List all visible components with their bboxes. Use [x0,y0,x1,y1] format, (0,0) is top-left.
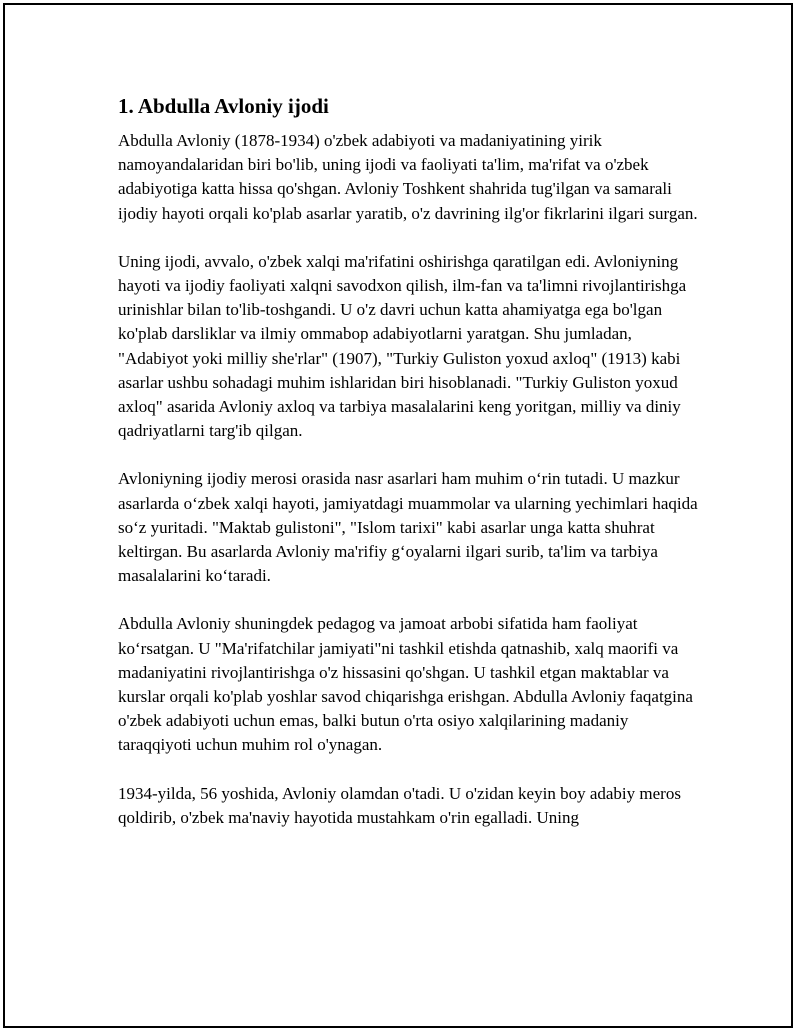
paragraph-2: Uning ijodi, avvalo, o'zbek xalqi ma'rifatini oshirishga qaratilgan edi. Avloniyning hayoti va ijodiy faoliyati xalqni savodxon qilish, ilm-fan va ta'limni rivojlantirishga urinishlar bilan to'lib-toshgandi. U o'z davri uchun katta ahamiyatga ega bo'lgan ko'plab darsliklar va ilmiy ommabop adabiyotlarni yaratgan. Shu jumladan, "Adabiyot yoki milliy she'rlar" (1907), "Turkiy Guliston yoxud axloq" (1913) kabi asarlar ushbu sohadagi muhim ishlaridan biri hisoblanadi. "Turkiy Guliston yoxud axloq" asarida Avloniy axloq va tarbiya masalalarini keng yoritgan, milliy va diniy qadriyatlarni targ'ib qilgan. [118,251,687,441]
document-body [118,92,698,854]
paragraph-3: Avloniyning ijodiy merosi orasida nasr asarlari ham muhim o‘rin tutadi. U mazkur asarlarda o‘zbek xalqi hayoti, jamiyatdagi muammolar va ularning yechimlari haqida so‘z yuritadi. "Maktab gulistoni", "Islom tarixi" kabi asarlar unga katta shuhrat keltirgan. Bu asarlarda Avloniy ma'rifiy g‘oyalarni ilgari surib, ta'lim va tarbiya masalalarini ko‘taradi. [118,469,698,586]
paragraph-4: Abdulla Avloniy shuningdek pedagog va jamoat arbobi sifatida ham faoliyat ko‘rsatgan. U "Ma'rifatchilar jamiyati"ni tashkil etishda qatnashib, xalq maorifi va madaniyatini rivojlantirishga o'z hissasini qo'shgan. U tashkil etgan maktablar va kurslar orqali ko'plab yoshlar savod chiqarishga erishgan. Abdulla Avloniy faqatgina o'zbek adabiyoti uchun emas, balki butun o'rta osiyo xalqilarining madaniy taraqqiyoti uchun muhim rol o'ynagan. [118,614,693,755]
paragraph-5: 1934-yilda, 56 yoshida, Avloniy olamdan o'tadi. U o'zidan keyin boy adabiy meros qoldirib, o'zbek ma'naviy hayotida mustahkam o'rin egalladi. Uning [118,783,681,827]
paragraph-1: Abdulla Avloniy (1878-1934) o'zbek adabiyoti va madaniyatining yirik namoyandalaridan biri bo'lib, uning ijodi va faoliyati ta'lim, ma'rifat va o'zbek adabiyotiga katta hissa qo'shgan. Avloniy Toshkent shahrida tug'ilgan va samarali ijodiy hayoti orqali ko'plab asarlar yaratib, o'z davrining ilg'or fikrlarini ilgari surgan. [118,131,698,223]
section-heading: 1. Abdulla Avloniy ijodi [118,94,329,118]
